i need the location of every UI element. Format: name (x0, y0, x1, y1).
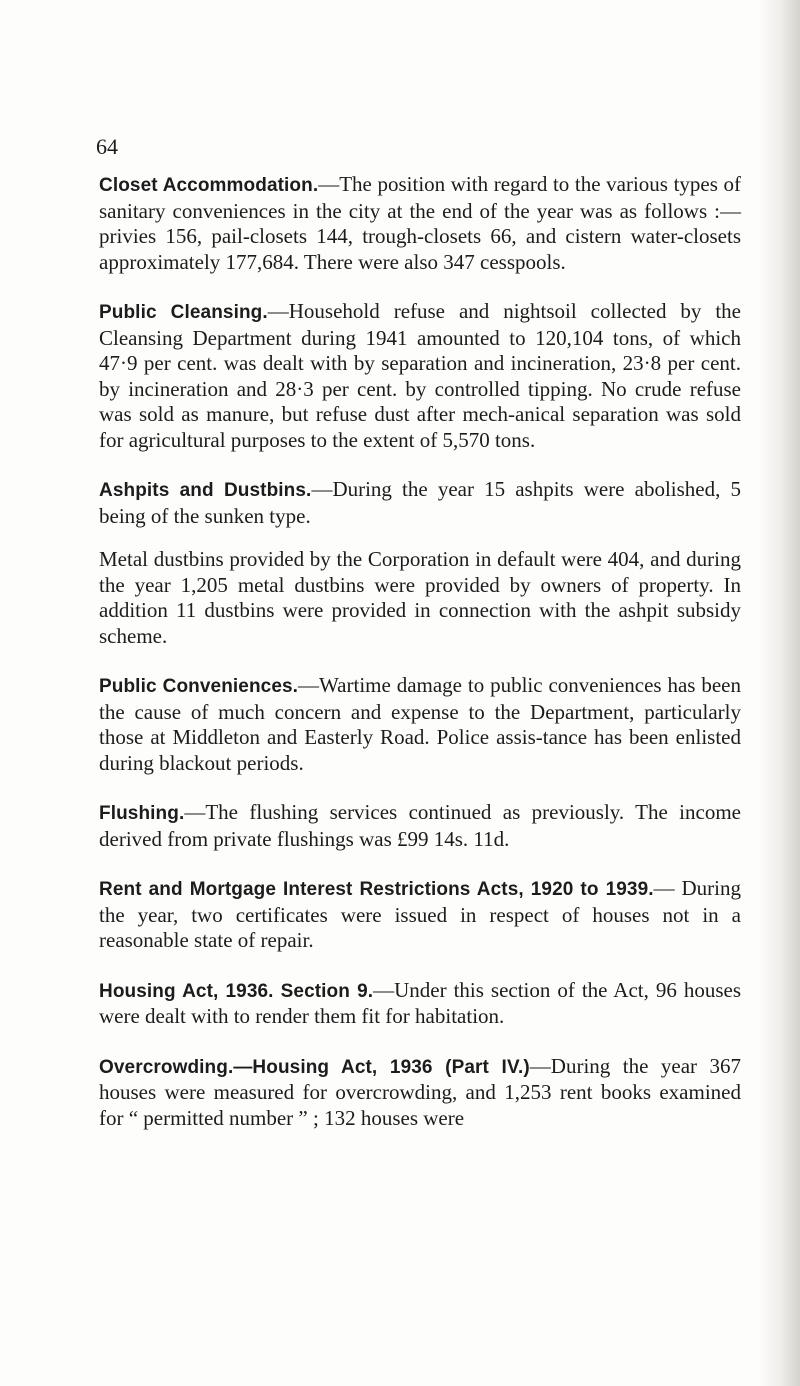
paragraph-housing-act (99, 978, 741, 1030)
paragraph-heading: Flushing. (99, 803, 185, 824)
paragraph-text: —The flushing services continued as previously. The income derived from private flushings was £99 14s. 11d. (99, 800, 741, 851)
paragraph-public-cleansing (99, 299, 741, 453)
paragraph-rent-mortgage (99, 876, 741, 954)
paragraph-heading: Ashpits and Dustbins. (99, 480, 312, 501)
paragraph-metal-dustbins (99, 547, 741, 649)
paragraph-heading: Public Cleansing. (99, 302, 268, 323)
paragraph-closet-accommodation (99, 172, 741, 275)
paragraph-heading: Rent and Mortgage Interest Restrictions Acts, 1920 to 1939. (99, 879, 654, 900)
paragraph-text: —During the year 367 houses were measured for overcrowding, and 1,253 rent books examined for “ permitted number ” ; 132 houses were (99, 1053, 741, 1130)
paragraph-heading: Public Conveniences. (99, 676, 299, 697)
page-edge-shadow (758, 0, 800, 1386)
paragraph-heading: Closet Accommodation. (99, 175, 319, 196)
paragraph-public-conveniences (99, 673, 741, 776)
paragraph-overcrowding (99, 1054, 741, 1132)
document-body (99, 172, 741, 1155)
paragraph-text: —Under this section of the Act, 96 houses were dealt with to render them fit for habitation. (99, 977, 741, 1028)
paragraph-text: —The position with regard to the various types of sanitary conveniences in the city at the end of the year was as follows :—privies 156, pail-closets 144, trough-closets 66, and cistern water-closets approximately 177,684. There were also 347 cesspools. (99, 172, 741, 274)
paragraph-text: —Wartime damage to public conveniences has been the cause of much concern and expense to the Department, particularly those at Middleton and Easterly Road. Police assis-tance has been enlisted during blackout periods. (99, 673, 741, 775)
paragraph-text: —During the year 15 ashpits were abolished, 5 being of the sunken type. (99, 477, 741, 528)
paragraph-text: — During the year, two certificates were issued in respect of houses not in a reasonable state of repair. (99, 876, 741, 952)
paragraph-ashpits-dustbins (99, 477, 741, 529)
paragraph-heading: Overcrowding.—Housing Act, 1936 (Part IV.) (99, 1056, 530, 1078)
paragraph-heading: Housing Act, 1936. Section 9. (99, 980, 374, 1002)
paragraph-text: Metal dustbins provided by the Corporation in default were 404, and during the year 1,205 metal dustbins were provided by owners of property. In addition 11 dustbins were provided in connection with the ashpit subsidy scheme. (99, 547, 741, 648)
paragraph-flushing (99, 800, 741, 852)
page-number: 64 (96, 134, 118, 159)
paragraph-text: —Household refuse and nightsoil collected by the Cleansing Department during 1941 amounted to 120,104 tons, of which 47·9 per cent. was dealt with by separation and incineration, 23·8 per cent. by incineration and 28·3 per cent. by controlled tipping. No crude refuse was sold as manure, but refuse dust after mech-anical separation was sold for agricultural purposes to the extent of 5,570 tons. (99, 299, 741, 452)
